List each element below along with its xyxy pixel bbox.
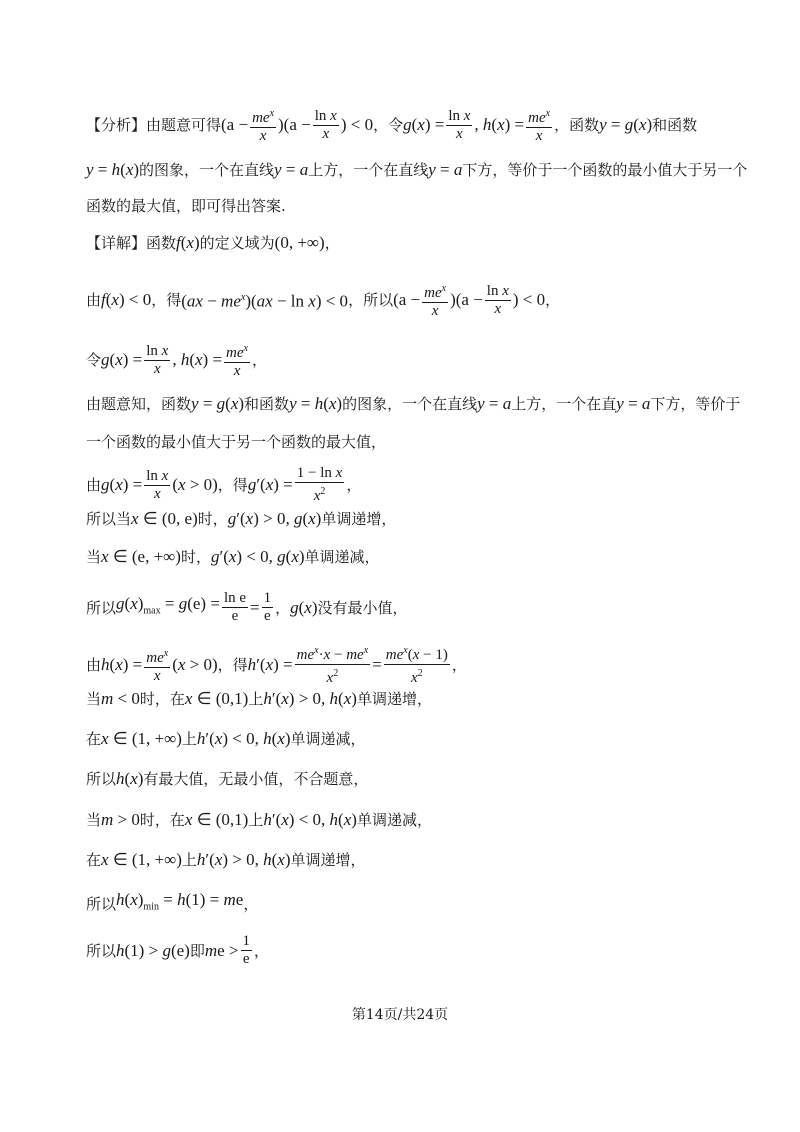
fraction: $\frac{me^x}{x}$ (144, 645, 170, 685)
page-footer: 第14页/共24页 (351, 1007, 449, 1023)
fraction: $\frac{\text{ln x}}{x}$ (486, 282, 509, 317)
fraction: $\frac{me^x\cdot x - me^x}{x^2}$ (295, 642, 371, 687)
fraction: $\frac{me^x(x - 1)}{x^2}$ (384, 642, 450, 687)
detail-line-11: 当 m < 0 时，在 x ∈ (0,1) 上 h′(x) > 0, h(x) 单调递增， (86, 689, 432, 708)
analysis-label: 【分析】由题意可得 (86, 116, 222, 134)
fraction: $\frac{\text{ln x}}{x}$ (146, 467, 169, 502)
fraction: $\frac{me^x}{x}$ (526, 105, 552, 145)
fraction: $\frac{\text{1 − ln x}}{x^2}$ (296, 465, 343, 504)
fraction: $\frac{1}{e}$ (242, 933, 250, 967)
fraction: $\frac{me^x}{x}$ (224, 340, 250, 380)
fraction: $\frac{me^x}{x}$ (250, 105, 276, 145)
detail-line-5: 一个函数的最小值大于另一个函数的最大值， (86, 433, 387, 451)
detail-line-3: 令 g(x) = $\frac{\text{ln x}}{x}$ , h(x) = $\frac{me^x}{x}$ ， (86, 340, 267, 380)
detail-line-6: 由 g(x) = $\frac{\text{ln x}}{x}$ (x > 0) ，得 g′(x) = $\frac{\text{1 − ln x}}{x^2}$ ， (86, 465, 362, 504)
analysis-line-1: 【分析】由题意可得 (a − $\frac{me^x}{x}$ )(a − $\frac{\text{ln x}}{x}$ ) < 0 ，令 g (x) = $\frac{\text{ln x}}{x}$ , h(x) = $\frac{me^x}{x}$ ，函数 y = g(x) 和函数 (86, 105, 697, 145)
detail-line-12: 在 x ∈ (1, +∞) 上 h′(x) < 0, h(x) 单调递减， (86, 729, 366, 748)
detail-line-13: 所以 h(x) 有最大值，无最小值，不合题意， (86, 769, 369, 788)
fraction: $\frac{\text{ln x}}{x}$ (448, 107, 471, 142)
fraction: $\frac{\text{ln e}}{e}$ (223, 590, 247, 624)
detail-line-14: 当 m > 0 时，在 x ∈ (0,1) 上 h′(x) < 0, h(x) 单调递减， (86, 810, 432, 829)
detail-line-4: 由题意知，函数 y = g(x) 和函数 y = h(x) 的图象，一个在直线 y = a 上方，一个在直 y = a 下方，等价于 (86, 394, 741, 413)
detail-line-7: 所以当 x ∈ (0, e) 时， g′(x) > 0, g(x) 单调递增， (86, 509, 397, 528)
fraction: $\frac{\text{ln x}}{x}$ (146, 342, 169, 377)
fraction: $\frac{1}{e}$ (263, 590, 272, 624)
detail-line-8: 当 x ∈ (e, +∞) 时， g′(x) < 0, g(x) 单调递减， (86, 547, 380, 566)
detail-line-16: 所以 $h(x)_{min} = h(1)$ = me ， (86, 890, 259, 913)
analysis-line-3: 函数的最大值，即可得出答案. (86, 197, 286, 215)
detail-line-1: 【详解】函数 f(x) 的定义域为 (0, +∞) ， (86, 233, 340, 252)
detail-label: 【详解】函数 (86, 234, 177, 252)
detail-line-15: 在 x ∈ (1, +∞) 上 h′(x) > 0, h(x) 单调递增， (86, 850, 366, 869)
detail-line-2: 由 f(x) < 0 ，得 $(ax - me^x)(ax - \ln x) < 0$ ，所以 (a − $\frac{me^x}{x}$ )(a − $\frac{\text{ln x}}{x}$ ) < 0 ， (86, 280, 560, 320)
fraction: $\frac{me^x}{x}$ (422, 280, 448, 320)
detail-line-17: 所以 h(1) > g(e) 即 me > $\frac{1}{e}$ ， (86, 933, 270, 967)
detail-line-10: 由 h(x) = $\frac{me^x}{x}$ (x > 0) ，得 h′(x) = $\frac{me^x\cdot x - me^x}{x^2}$ = $\frac{me^x(x - 1)}{x^2}$ ， (86, 642, 467, 687)
fraction: $\frac{\text{ln x}}{x}$ (314, 107, 337, 142)
detail-line-9: 所以 $g(x)_{max} = g(e)$ = $\frac{\text{ln e}}{e}$ = $\frac{1}{e}$ ， g(x) 没有最小值， (86, 590, 408, 624)
analysis-line-2: y = h(x) 的图象，一个在直线 y = a 上方，一个在直线 y = a 下方，等价于一个函数的最小值大于另一个 (86, 160, 748, 179)
